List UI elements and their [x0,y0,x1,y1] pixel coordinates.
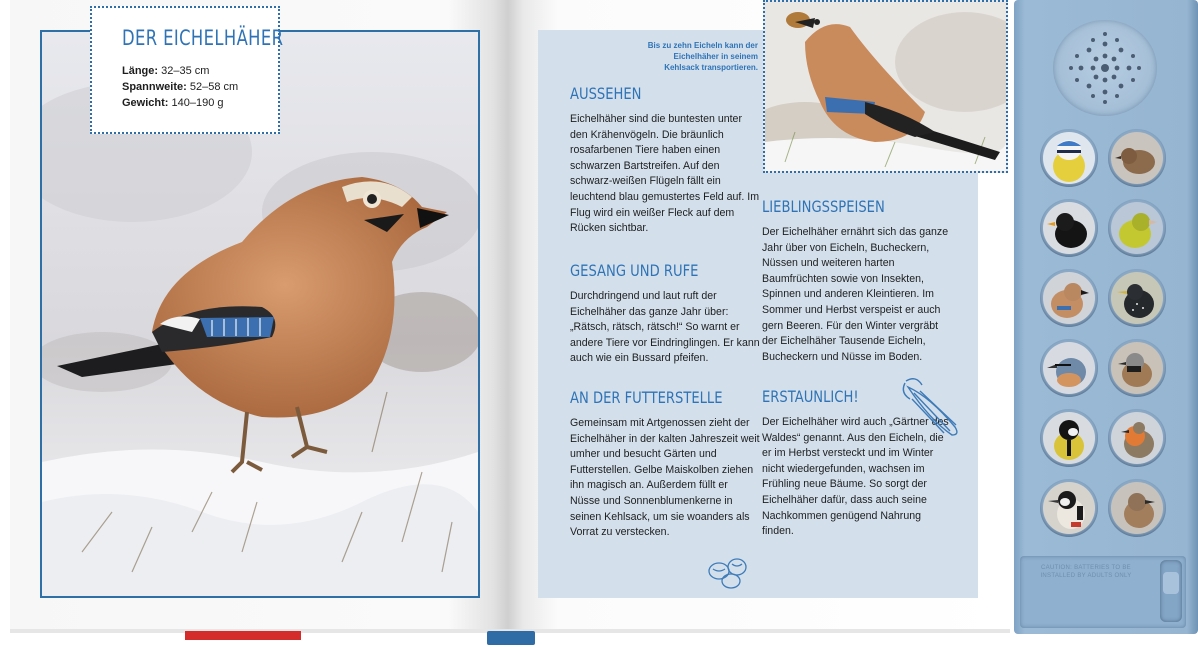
woodpecker-icon [1043,482,1095,534]
corn-icon [900,375,970,443]
heading-gesang: GESANG UND RUFE [570,261,699,280]
nuthatch-icon [1043,342,1095,394]
robin-icon [1111,412,1163,464]
text-lieblingsspeisen: Der Eichelhäher ernährt sich das ganze Jahr über von Eicheln, Bucheckern, Nüssen und weiteren harten Baumfrüchten sowie von Insekten, Spinnen und anderen Kleintieren. Im Sommer und Herbst verspeist er auch gern Beeren. Für den Winter vergräbt der Eichelhäher Tausende Eicheln, Bucheckern und Nüsse im Boden. [762,226,949,363]
speaker-grille [1053,20,1157,116]
species-facts [122,63,278,111]
blue-ribbon [487,631,535,645]
sound-button-blackbird[interactable] [1040,199,1098,257]
sound-button-wren[interactable] [1108,129,1166,187]
sound-button-nuthatch[interactable] [1040,339,1098,397]
species-title: DER EICHELHÄHER [122,26,284,50]
sound-button-robin[interactable] [1108,409,1166,467]
sound-button-woodpecker[interactable] [1040,479,1098,537]
sound-button-dunnock[interactable] [1108,479,1166,537]
greenfinch-icon [1111,202,1163,254]
sound-button-sparrow[interactable] [1108,339,1166,397]
dunnock-icon [1111,482,1163,534]
blue-tit-icon [1043,132,1095,184]
photo-caption: Bis zu zehn Eicheln kann der Eichelhäher in seinem Kehlsack transportieren. [647,41,758,72]
text-aussehen: Eichelhäher sind die buntesten unter den Krähenvögeln. Die bräunlich rosafarbenen Tiere haben einen schwarzen Bartstreifen. Auf den schwarz-weißen Flügeln fällt ein leuchtend blau gemustertes Feld auf. Im Flug wird ein weißer Fleck auf dem Rücken sichtbar. [570,113,760,235]
fact-length: Länge: 32–35 cm [122,65,210,77]
heading-aussehen: AUSSEHEN [570,84,642,103]
nuts-icon [705,553,755,591]
sound-button-starling[interactable] [1108,269,1166,327]
battery-caution-text: CAUTION: BATTERIES TO BE INSTALLED BY ADULTS ONLY [1040,565,1132,579]
text-gesang: Durchdringend und laut ruft der Eichelhäher das ganze Jahr über: „Rätsch, rätsch, rätsch!“ So warnt er andere Tiere vor Eindringlingen. Er kann auch wie ein Bussard pfeifen. [570,290,760,365]
sound-button-greenfinch[interactable] [1108,199,1166,257]
jay-acorn-photo [763,0,1008,173]
fact-weight: Gewicht: 140–190 g [122,97,224,109]
heading-erstaunlich: ERSTAUNLICH! [762,387,859,406]
text-futterstelle: Gemeinsam mit Artgenossen zieht der Eichelhäher in der kalten Jahreszeit weit umher und besucht Gärten und Futterstellen. Gelbe Maiskolben ziehen ihn magisch an. Außerdem füllt er Nüsse und Sonnenblumenkerne in seinen Kehlsack, um sie woanders als Vorrat zu verstecken. [570,417,760,539]
heading-futterstelle: AN DER FUTTERSTELLE [570,388,723,407]
section-aussehen [570,84,760,237]
section-futterstelle [570,388,760,541]
text-erstaunlich: Der Eichelhäher wird auch „Gärtner des Waldes“ genannt. Aus den Eicheln, die er im Herbst versteckt und im Winter nicht wiedergefunden, wachsen im Frühling neue Bäume. So sorgt der Eichelhäher dafür, dass auch seine Nachkommen genügend Nahrung finden. [762,416,949,538]
fact-wingspan: Spannweite: 52–58 cm [122,81,239,93]
wren-icon [1111,132,1163,184]
sound-button-blue-tit[interactable] [1040,129,1098,187]
sound-button-jay[interactable] [1040,269,1098,327]
sound-button-great-tit[interactable] [1040,409,1098,467]
great-tit-icon [1043,412,1095,464]
section-gesang [570,261,760,367]
blackbird-icon [1043,202,1095,254]
power-switch-knob[interactable] [1163,572,1179,594]
sparrow-icon [1111,342,1163,394]
red-ribbon [185,631,301,640]
starling-icon [1111,272,1163,324]
heading-lieblingsspeisen: LIEBLINGSSPEISEN [762,197,885,216]
species-title-card [90,6,284,134]
section-lieblingsspeisen [762,197,952,365]
jay-icon [1043,272,1095,324]
